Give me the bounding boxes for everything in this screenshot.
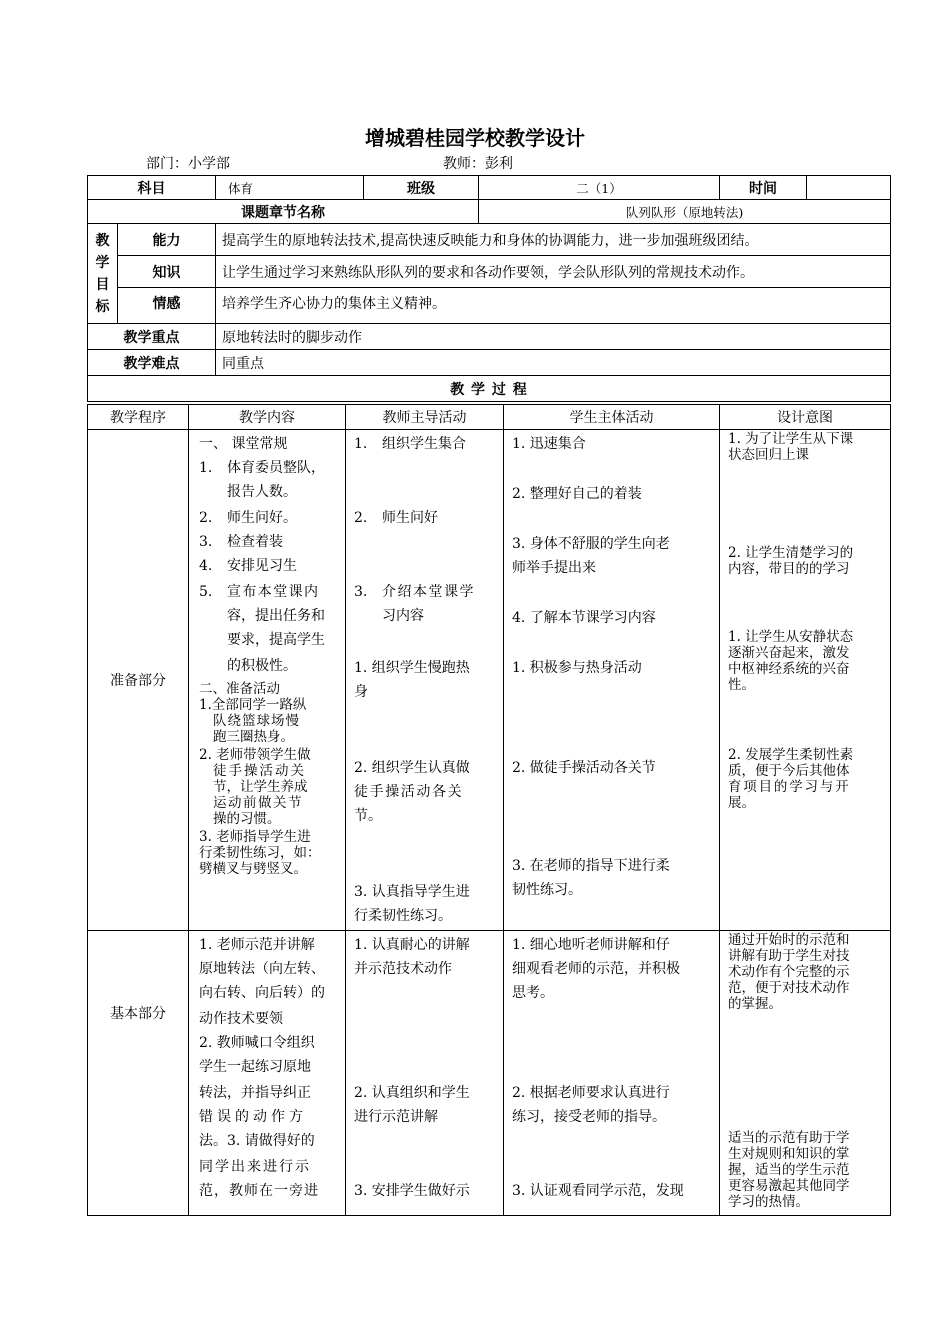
prep-student-line: 3. 在老师的指导下进行柔: [512, 858, 670, 874]
prep-student-line: 韧性练习。: [512, 882, 582, 898]
goal-text-emotion: 培养学生齐心协力的集体主义精神。: [216, 288, 891, 324]
prep-content-line: 3. 老师指导学生进: [199, 829, 311, 845]
time-label: 时间: [720, 176, 807, 200]
prep-content-line: 2. 老师带领学生做: [199, 747, 311, 763]
prep-label: 准备部分: [88, 430, 189, 931]
basic-intent-line: 术动作有个完整的示: [728, 964, 850, 980]
prep-student-line: 1. 积极参与热身活动: [512, 660, 642, 676]
column-header-teacher: 教师主导活动: [346, 405, 504, 430]
column-header-content: 教学内容: [189, 405, 346, 430]
subject-label: 科目: [88, 176, 216, 200]
prep-teacher-line: 介绍本堂课学: [382, 584, 475, 600]
prep-content-line: 行柔韧性练习，如：: [199, 845, 321, 861]
difficult-point-label: 教学难点: [88, 350, 216, 376]
basic-intent-line: 更容易激起其他同学: [728, 1178, 850, 1194]
prep-content-line: 师生问好。: [227, 510, 297, 526]
teacher-label: 教师：彭利: [443, 156, 513, 172]
basic-content-line: 向右转、向后转）的: [199, 985, 325, 1001]
prep-row: [88, 430, 891, 931]
class-label: 班级: [364, 176, 479, 200]
basic-teacher-line: 2. 认真组织和学生: [354, 1085, 470, 1101]
prep-content-line: 徒手操活动关: [213, 763, 306, 779]
prep-content-line: 体育委员整队，: [227, 460, 325, 476]
prep-content-line: 宣布本堂课内: [227, 584, 320, 600]
info-table: [87, 175, 891, 402]
prep-intent-line: 育项目的学习与开: [728, 779, 851, 795]
prep-teacher-line: 徒手操活动各关: [354, 784, 464, 800]
key-point-value: 原地转法时的脚步动作: [216, 324, 891, 350]
key-point-label: 教学重点: [88, 324, 216, 350]
basic-student-line: 练习，接受老师的指导。: [512, 1109, 666, 1125]
basic-teacher-line: 进行示范讲解: [354, 1109, 438, 1125]
prep-student-cell: [504, 430, 720, 931]
prep-content-line: 的积极性。: [227, 658, 297, 674]
basic-intent-line: 适当的示范有助于学: [728, 1130, 850, 1146]
prep-intent-line: 1. 让学生从安静状态: [728, 629, 854, 645]
basic-content-line: 学生一起练习原地: [199, 1059, 311, 1075]
prep-intent-line: 2. 发展学生柔韧性素: [728, 747, 854, 763]
basic-student-line: 细观看老师的示范，并积极: [512, 961, 680, 977]
basic-intent-line: 讲解有助于学生对技: [728, 948, 850, 964]
prep-content-line: 一、 课堂常规: [199, 436, 288, 452]
goals-side-label: 教 学 目 标: [88, 224, 118, 324]
goal-label-ability: 能力: [118, 224, 216, 256]
prep-teacher-line: 组织学生集合: [382, 436, 466, 452]
prep-teacher-line: 习内容: [382, 608, 424, 624]
basic-content-line: 2. 教师喊口令组织: [199, 1035, 315, 1051]
prep-teacher-line: 3.: [354, 584, 368, 600]
prep-student-line: 师举手提出来: [512, 560, 596, 576]
prep-content-line: 容，提出任务和: [227, 608, 325, 624]
column-header-intent: 设计意图: [720, 405, 891, 430]
goal-label-emotion: 情感: [118, 288, 216, 324]
basic-content-line: 动作技术要领: [199, 1011, 283, 1027]
prep-content-line: 4.: [199, 558, 213, 574]
time-value: [807, 176, 891, 200]
prep-content-line: 二、准备活动: [199, 681, 280, 697]
prep-intent-cell: [720, 430, 891, 931]
prep-student-line: 2. 整理好自己的着装: [512, 486, 642, 502]
difficult-point-value: 同重点: [216, 350, 891, 376]
prep-teacher-line: 身: [354, 684, 368, 700]
basic-content-line: 1. 老师示范并讲解: [199, 937, 315, 953]
prep-content-line: 要求，提高学生: [227, 632, 325, 648]
basic-student-cell: [504, 931, 720, 1216]
basic-label: 基本部分: [88, 931, 189, 1216]
basic-teacher-line: 并示范技术动作: [354, 961, 452, 977]
basic-content-line: 转法，并指导纠正: [199, 1085, 311, 1101]
subject-value: 体育: [216, 176, 364, 200]
basic-intent-line: 通过开始时的示范和: [728, 932, 850, 948]
basic-content-line: 范，教师在一旁进: [199, 1183, 319, 1199]
prep-student-line: 2. 做徒手操活动各关节: [512, 760, 656, 776]
basic-intent-line: 生对规则和知识的掌: [728, 1146, 850, 1162]
prep-content-line: 队绕篮球场慢: [213, 713, 300, 729]
basic-student-line: 1. 细心地听老师讲解和仔: [512, 937, 670, 953]
document-title: 增城碧桂园学校教学设计: [365, 126, 585, 150]
prep-content-line: 3.: [199, 534, 213, 550]
prep-teacher-cell: [346, 430, 504, 931]
prep-content-cell: [189, 430, 346, 931]
basic-row: [88, 931, 891, 1216]
prep-content-line: 报告人数。: [227, 484, 297, 500]
basic-intent-cell: [720, 931, 891, 1216]
basic-intent-line: 范，便于对技术动作: [728, 980, 850, 996]
prep-intent-line: 质，便于今后其他体: [728, 763, 850, 779]
prep-teacher-line: 行柔韧性练习。: [354, 908, 452, 924]
basic-content-line: 同学出来进行示: [199, 1159, 311, 1175]
topic-label: 课题章节名称: [88, 200, 479, 224]
prep-student-line: 4. 了解本节课学习内容: [512, 610, 656, 626]
basic-intent-line: 握，适当的学生示范: [728, 1162, 850, 1178]
goal-text-ability: 提高学生的原地转法技术,提高快速反映能力和身体的协调能力，进一步加强班级团结。: [216, 224, 891, 256]
process-title: 教 学 过 程: [88, 376, 891, 402]
prep-content-line: 节，让学生养成: [213, 779, 308, 795]
prep-teacher-line: 3. 认真指导学生进: [354, 884, 470, 900]
class-value: 二（1）: [479, 176, 720, 200]
prep-intent-line: 内容，带目的的学习: [728, 561, 850, 577]
prep-teacher-line: 节。: [354, 808, 382, 824]
prep-intent-line: 1. 为了让学生从下课: [728, 431, 854, 447]
basic-teacher-line: 1. 认真耐心的讲解: [354, 937, 470, 953]
column-header-procedure: 教学程序: [88, 405, 189, 430]
prep-teacher-line: 1.: [354, 436, 368, 452]
prep-intent-line: 性。: [728, 677, 755, 693]
basic-student-line: 2. 根据老师要求认真进行: [512, 1085, 670, 1101]
goal-label-knowledge: 知识: [118, 256, 216, 288]
prep-teacher-line: 师生问好: [382, 510, 438, 526]
basic-content-line: 法。3. 请做得好的: [199, 1133, 315, 1149]
prep-intent-line: 逐渐兴奋起来，激发: [728, 645, 850, 661]
basic-student-line: 思考。: [512, 985, 554, 1001]
basic-teacher-line: 3. 安排学生做好示: [354, 1183, 470, 1199]
process-table: [87, 404, 891, 1216]
prep-content-line: 安排见习生: [227, 558, 297, 574]
prep-content-line: 运动前做关节: [213, 795, 303, 811]
basic-teacher-cell: [346, 931, 504, 1216]
goal-text-knowledge: 让学生通过学习来熟练队形队列的要求和各动作要领，学会队形队列的常规技术动作。: [216, 256, 891, 288]
prep-intent-line: 状态回归上课: [728, 447, 809, 463]
prep-content-line: 2.: [199, 510, 213, 526]
prep-content-line: 检查着装: [227, 534, 283, 550]
prep-teacher-line: 2.: [354, 510, 368, 526]
basic-student-line: 3. 认证观看同学示范，发现: [512, 1183, 684, 1199]
prep-content-line: 5.: [199, 584, 213, 600]
basic-intent-line: 学习的热情。: [728, 1194, 809, 1210]
prep-student-line: 3. 身体不舒服的学生向老: [512, 536, 670, 552]
prep-content-line: 1.: [199, 460, 213, 476]
prep-teacher-line: 2. 组织学生认真做: [354, 760, 470, 776]
prep-intent-line: 2. 让学生清楚学习的: [728, 545, 854, 561]
prep-student-line: 1. 迅速集合: [512, 436, 586, 452]
prep-intent-line: 中枢神经系统的兴奋: [728, 661, 850, 677]
department-label: 部门：小学部: [146, 156, 230, 172]
prep-teacher-line: 1. 组织学生慢跑热: [354, 660, 470, 676]
basic-intent-line: 的掌握。: [728, 996, 782, 1012]
prep-content-line: 跑三圈热身。: [213, 729, 294, 745]
prep-intent-line: 展。: [728, 795, 755, 811]
basic-content-line: 原地转法（向左转、: [199, 961, 325, 977]
topic-value: 队列队形（原地转法): [479, 200, 891, 224]
basic-content-cell: [189, 931, 346, 1216]
prep-content-line: 劈横叉与劈竖叉。: [199, 861, 307, 877]
prep-content-line: 操的习惯。: [213, 811, 281, 827]
basic-content-line: 错误的动作方: [199, 1109, 307, 1125]
column-header-student: 学生主体活动: [504, 405, 720, 430]
prep-content-line: 1.全部同学一路纵: [199, 697, 307, 713]
